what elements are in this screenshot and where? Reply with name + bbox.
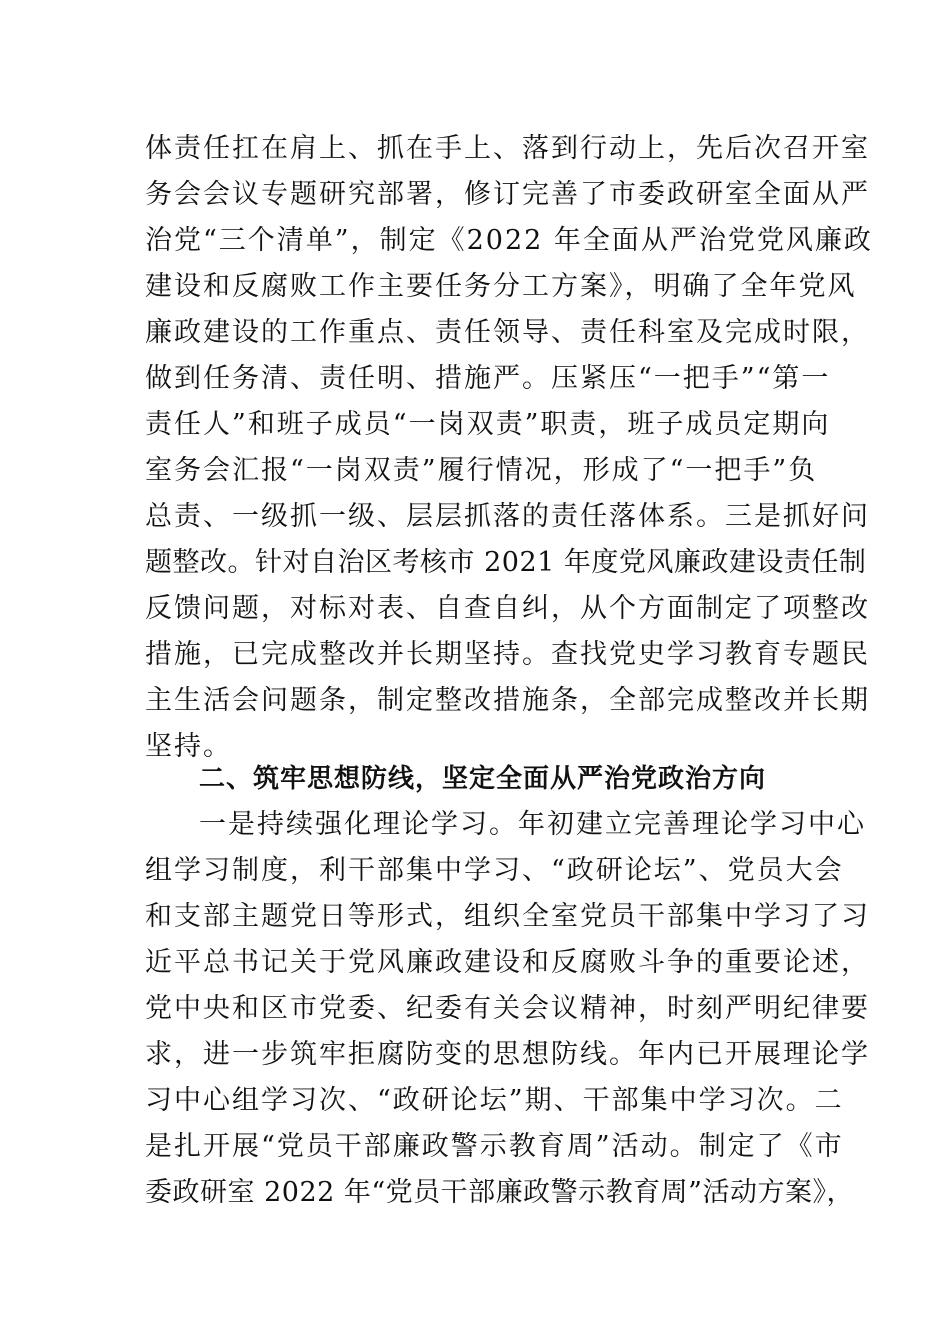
text-line: 治党“三个清单”，制定《2022 年全面从严治党党风廉政 (145, 225, 873, 256)
text-line: 近平总书记关于党风廉政建设和反腐败斗争的重要论述， (145, 947, 870, 978)
text-line: 习中心组学习次、“政研论坛”期、干部集中学习次。二 (145, 1085, 844, 1116)
text-line: 坚持。 (145, 731, 232, 762)
text-line: 反馈问题，对标对表、自查自纠，从个方面制定了项整改 (145, 593, 870, 624)
text-line: 题整改。针对自治区考核市 2021 年度党风廉政建设责任制 (145, 547, 867, 578)
paragraph-2 (145, 802, 870, 1216)
section-heading: 二、筑牢思想防线，坚定全面从严治党政治方向 (199, 764, 767, 794)
text-line: 求，进一步筑牢拒腐防变的思想防线。年内已开展理论学 (145, 1039, 870, 1070)
text-line: 和支部主题党日等形式，组织全室党员干部集中学习了习 (145, 901, 870, 932)
text-line: 主生活会问题条，制定整改措施条，全部完成整改并长期 (145, 685, 870, 716)
paragraph-1 (145, 126, 873, 770)
text-line: 总责、一级抓一级、层层抓落的责任落体系。三是抓好问 (145, 501, 870, 532)
text-line: 一是持续强化理论学习。年初建立完善理论学习中心 (199, 809, 866, 840)
section-heading-block (145, 756, 825, 802)
text-line: 组学习制度，利干部集中学习、“政研论坛”、党员大会 (145, 855, 844, 886)
text-line: 室务会汇报“一岗双责”履行情况，形成了“一把手”负 (145, 455, 818, 486)
text-line: 委政研室 2022 年“党员干部廉政警示教育周”活动方案》， (145, 1177, 854, 1208)
text-line: 是扎开展“党员干部廉政警示教育周”活动。制定了《市 (145, 1131, 844, 1162)
text-line: 体责任扛在肩上、抓在手上、落到行动上，先后次召开室 (145, 133, 870, 164)
text-line: 做到任务清、责任明、措施严。压紧压“一把手”“第一 (145, 363, 831, 394)
text-line: 党中央和区市党委、纪委有关会议精神，时刻严明纪律要 (145, 993, 870, 1024)
text-line: 廉政建设的工作重点、责任领导、责任科室及完成时限， (145, 317, 870, 348)
text-line: 责任人”和班子成员“一岗双责”职责，班子成员定期向 (145, 409, 831, 440)
text-line: 建设和反腐败工作主要任务分工方案》，明确了全年党风 (145, 271, 857, 302)
text-line: 措施，已完成整改并长期坚持。查找党史学习教育专题民 (145, 639, 870, 670)
text-line: 务会会议专题研究部署，修订完善了市委政研室全面从严 (145, 179, 870, 210)
